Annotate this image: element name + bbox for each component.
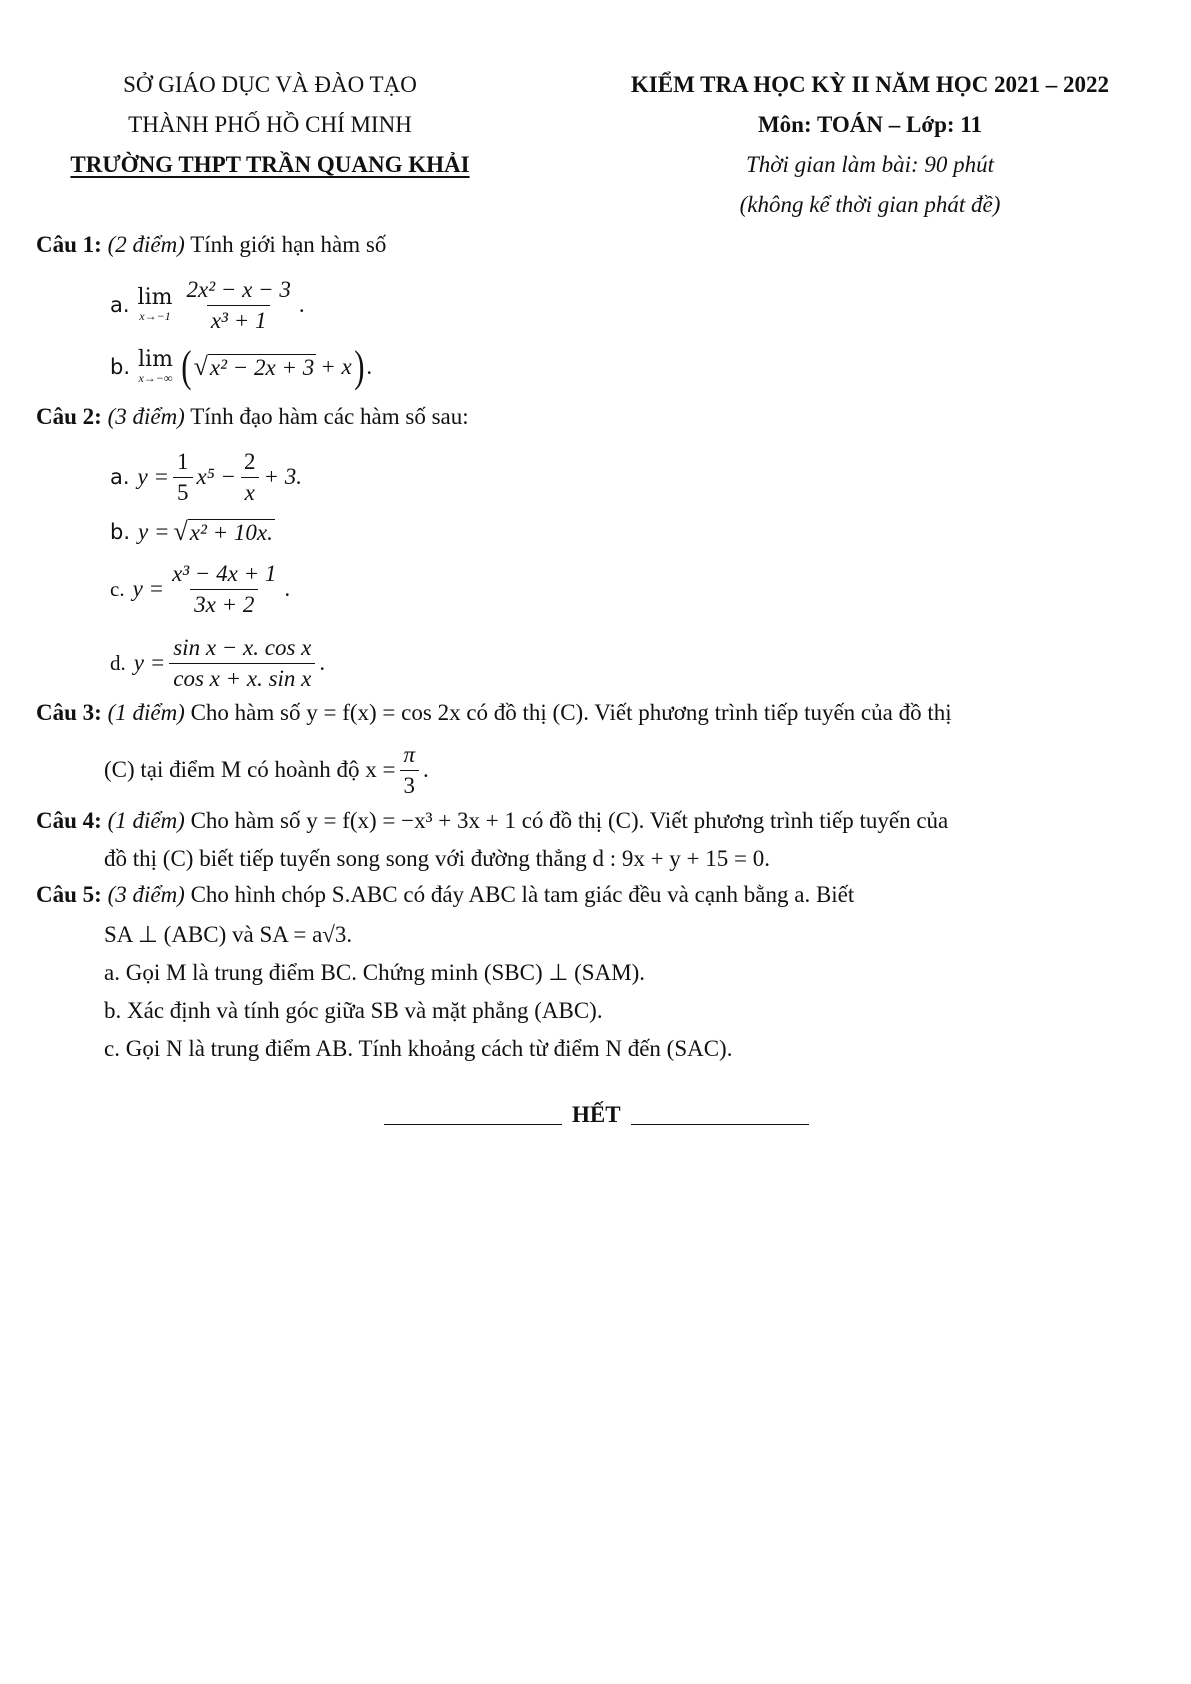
item-label: d. — [110, 650, 126, 675]
item-label: c. — [110, 576, 125, 601]
item-label: b. — [110, 520, 131, 544]
question-3-label: Câu 3: — [36, 700, 102, 725]
question-5-line-2: SA ⊥ (ABC) và SA = a√3. — [104, 922, 353, 947]
question-5b: b. Xác định và tính góc giữa SB và mặt phẳng (ABC). — [104, 998, 603, 1023]
fraction — [182, 277, 294, 334]
exam-title: KIỂM TRA HỌC KỲ II NĂM HỌC 2021 – 2022 — [630, 72, 1110, 97]
limit-operator: lim x→−∞ — [138, 347, 173, 385]
item-label: a. — [110, 293, 130, 317]
question-3-text: Cho hàm số y = f(x) = cos 2x có đồ thị (C). Viết phương trình tiếp tuyến của đồ thị — [190, 700, 952, 725]
question-2c: c. y = $\frac{\text{x³ − 4x + 1}}{3x + 2}$ . — [110, 560, 291, 617]
question-5-points: (3 điểm) — [107, 882, 185, 907]
question-4-text: Cho hàm số y = f(x) = −x³ + 3x + 1 có đồ thị (C). Viết phương trình tiếp tuyến của — [190, 808, 949, 833]
square-root: √ x² + 10x. — [173, 516, 273, 546]
school-name: TRƯỜNG THPT TRẦN QUANG KHẢI — [70, 152, 470, 177]
question-5c: c. Gọi N là trung điểm AB. Tính khoảng cách từ điểm N đến (SAC). — [104, 1036, 733, 1061]
fraction: $\frac{\text{sin x − x. cos x}}{\text{cos x + x. sin x}}$ — [169, 635, 315, 692]
question-5-line-1 — [36, 882, 854, 908]
question-1-points: (2 điểm) — [107, 232, 185, 257]
question-5-label: Câu 5: — [36, 882, 102, 907]
fraction: $\frac{1}{5}$ — [173, 449, 193, 506]
question-4-points: (1 điểm) — [107, 808, 185, 833]
question-1b: b. lim x→−∞ ( √ x² − 2x + 3 + x ) . — [110, 342, 373, 391]
question-1-prompt: Tính giới hạn hàm số — [190, 232, 387, 257]
question-1-label: Câu 1: — [36, 232, 102, 257]
numerator: 2x² − x − 3 — [186, 276, 291, 302]
square-root: √ x² − 2x + 3 — [193, 351, 315, 381]
question-3-line-2: (C) tại điểm M có hoành độ x = $\frac{\pi}{3}$ . — [104, 741, 429, 798]
fraction: $\frac{\text{x³ − 4x + 1}}{3x + 2}$ — [172, 560, 277, 617]
end-label: HẾT — [572, 1102, 621, 1127]
city-name: THÀNH PHỐ HỒ CHÍ MINH — [128, 112, 412, 137]
end-rule-left — [384, 1124, 562, 1125]
item-label: a. — [110, 465, 130, 489]
item-label: b. — [110, 355, 131, 379]
subject-grade: Môn: TOÁN – Lớp: 11 — [757, 112, 983, 137]
duration: Thời gian làm bài: 90 phút — [745, 152, 995, 177]
fraction: $\frac{2}{x}$ — [240, 449, 260, 506]
question-5a: a. Gọi M là trung điểm BC. Chứng minh (SBC) ⊥ (SAM). — [104, 960, 646, 985]
denominator: x³ + 1 — [207, 305, 271, 334]
department-name: SỞ GIÁO DỤC VÀ ĐÀO TẠO — [123, 72, 417, 97]
fraction: $\frac{\pi}{3}$ — [399, 742, 419, 799]
end-marker — [384, 1102, 809, 1128]
question-1-heading — [36, 232, 386, 258]
question-3-points: (1 điểm) — [107, 700, 185, 725]
question-5-text: Cho hình chóp S.ABC có đáy ABC là tam giác đều và cạnh bằng a. Biết — [190, 882, 855, 907]
end-rule-right — [631, 1124, 809, 1125]
limit-operator: lim x→−1 — [137, 285, 173, 323]
duration-note: (không kể thời gian phát đề) — [739, 192, 1001, 217]
question-4-line-2: đồ thị (C) biết tiếp tuyến song song với đường thẳng d : 9x + y + 15 = 0. — [104, 846, 771, 871]
question-2-heading — [36, 404, 469, 430]
question-2b: b. y = √ x² + 10x. — [110, 516, 273, 546]
question-2a: a. y = $\frac{1}{5}$ x⁵ − $\frac{2}{x}$ + 3. — [110, 448, 303, 505]
question-2d: d. y = $\frac{\text{sin x − x. cos x}}{\text{cos x + x. sin x}}$ . — [110, 634, 326, 691]
question-4-line-1 — [36, 808, 948, 834]
question-2-label: Câu 2: — [36, 404, 102, 429]
question-2-prompt: Tính đạo hàm các hàm số sau: — [190, 404, 469, 429]
left-paren: ( — [181, 342, 192, 391]
question-1a: a. lim x→−1 $\frac{\text{2x² − x − 3}}{\text{x³ + 1}}$ . — [110, 276, 305, 333]
question-3-line-1 — [36, 700, 952, 726]
question-4-label: Câu 4: — [36, 808, 102, 833]
right-paren: ) — [353, 342, 365, 391]
question-2-points: (3 điểm) — [107, 404, 185, 429]
